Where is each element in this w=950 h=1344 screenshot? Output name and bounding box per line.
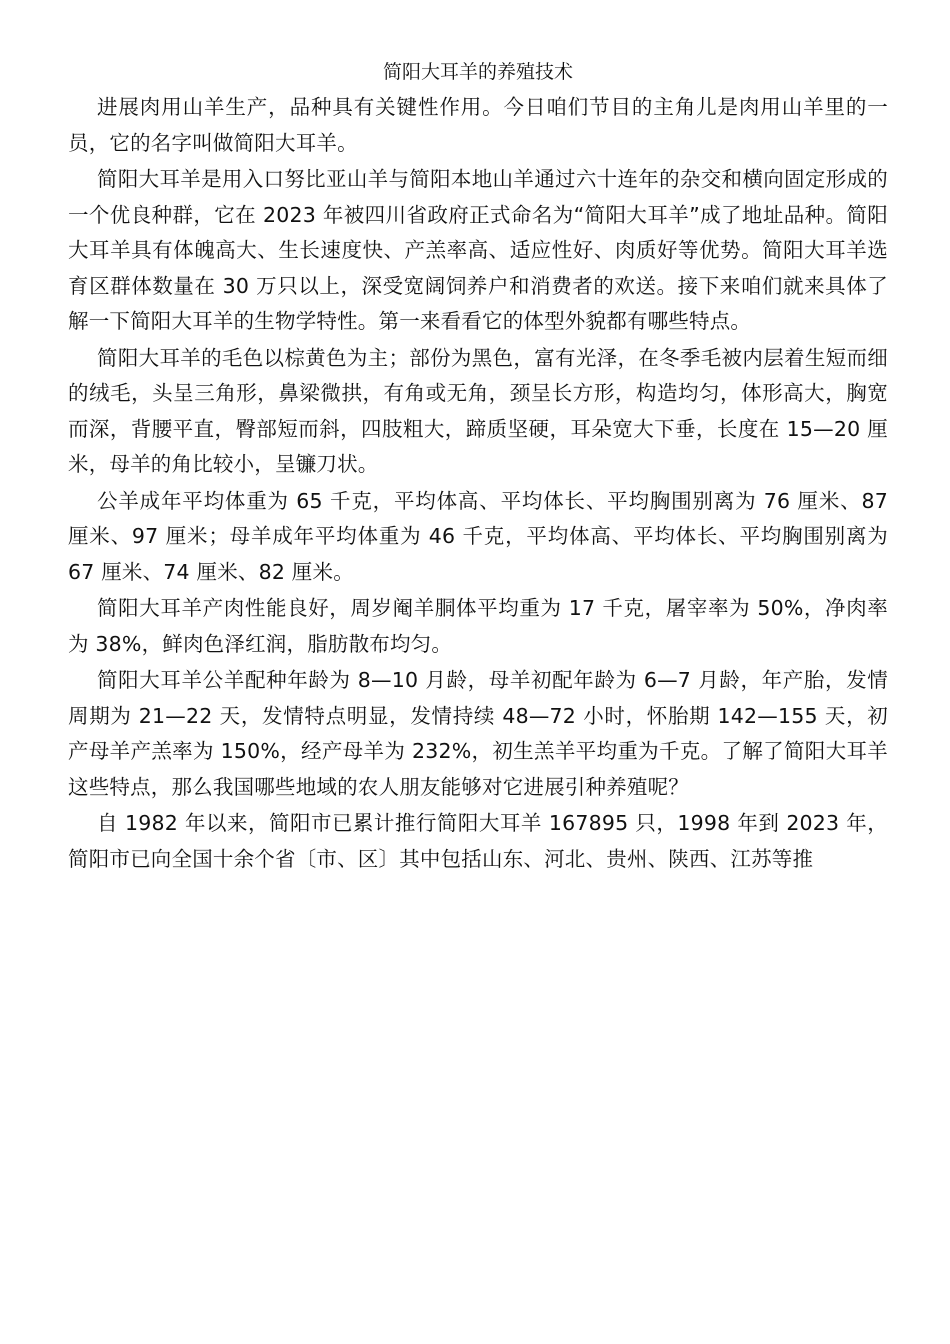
paragraph-appearance: 简阳大耳羊的毛色以棕黄色为主；部份为黑色，富有光泽，在冬季毛被内层着生短而细的绒毛，头呈三角形，鼻梁微拱，有角或无角，颈呈长方形，构造均匀，体形高大，胸宽而深，背腰平直，臀部短而斜，四肢粗大，蹄质坚硬，耳朵宽大下垂，长度在 15—20 厘米，母羊的角比较小，呈镰刀状。 [68, 345, 888, 476]
paragraph-meat-performance: 简阳大耳羊产肉性能良好，周岁阉羊胴体平均重为 17 千克，屠宰率为 50%，净肉率为 38%，鲜肉色泽红润，脂肪散布均匀。 [68, 596, 888, 656]
paragraph-promotion: 自 1982 年以来，简阳市已累计推行简阳大耳羊 167895 只，1998 年到 2023 年，简阳市已向全国十余个省〔市、区〕其中包括山东、河北、贵州、陕西、江苏等推 [68, 811, 888, 871]
paragraph-origin: 简阳大耳羊是用入口努比亚山羊与简阳本地山羊通过六十连年的杂交和横向固定形成的一个优良种群，它在 2023 年被四川省政府正式命名为“简阳大耳羊”成了地址品种。简阳大耳羊具有体魄高大、生长速度快、产羔率高、适应性好、肉质好等优势。简阳大耳羊选育区群体数量在 30 万只以上，深受宽阔饲养户和消费者的欢送。接下来咱们就来具体了解一下简阳大耳羊的生物学特性。第一来看看它的体型外貌都有哪些特点。 [68, 167, 888, 333]
document-page [68, 56, 888, 878]
paragraph-reproduction: 简阳大耳羊公羊配种年龄为 8—10 月龄，母羊初配年龄为 6—7 月龄，年产胎，发情周期为 21—22 天，发情特点明显，发情持续 48—72 小时，怀胎期 142—155 天，初产母羊产羔率为 150%，经产母羊为 232%，初生羔羊平均重为千克。了解了简阳大耳羊这些特点，那么我国哪些地域的农人朋友能够对它进展引种养殖呢？ [68, 668, 888, 799]
paragraph-intro: 进展肉用山羊生产，品种具有关键性作用。今日咱们节目的主角儿是肉用山羊里的一员，它的名字叫做简阳大耳羊。 [68, 95, 888, 155]
paragraph-body-weight: 公羊成年平均体重为 65 千克，平均体高、平均体长、平均胸围别离为 76 厘米、87 厘米、97 厘米；母羊成年平均体重为 46 千克，平均体高、平均体长、平均胸围别离为 67 厘米、74 厘米、82 厘米。 [68, 488, 888, 584]
document-title: 简阳大耳羊的养殖技术 [382, 61, 573, 83]
